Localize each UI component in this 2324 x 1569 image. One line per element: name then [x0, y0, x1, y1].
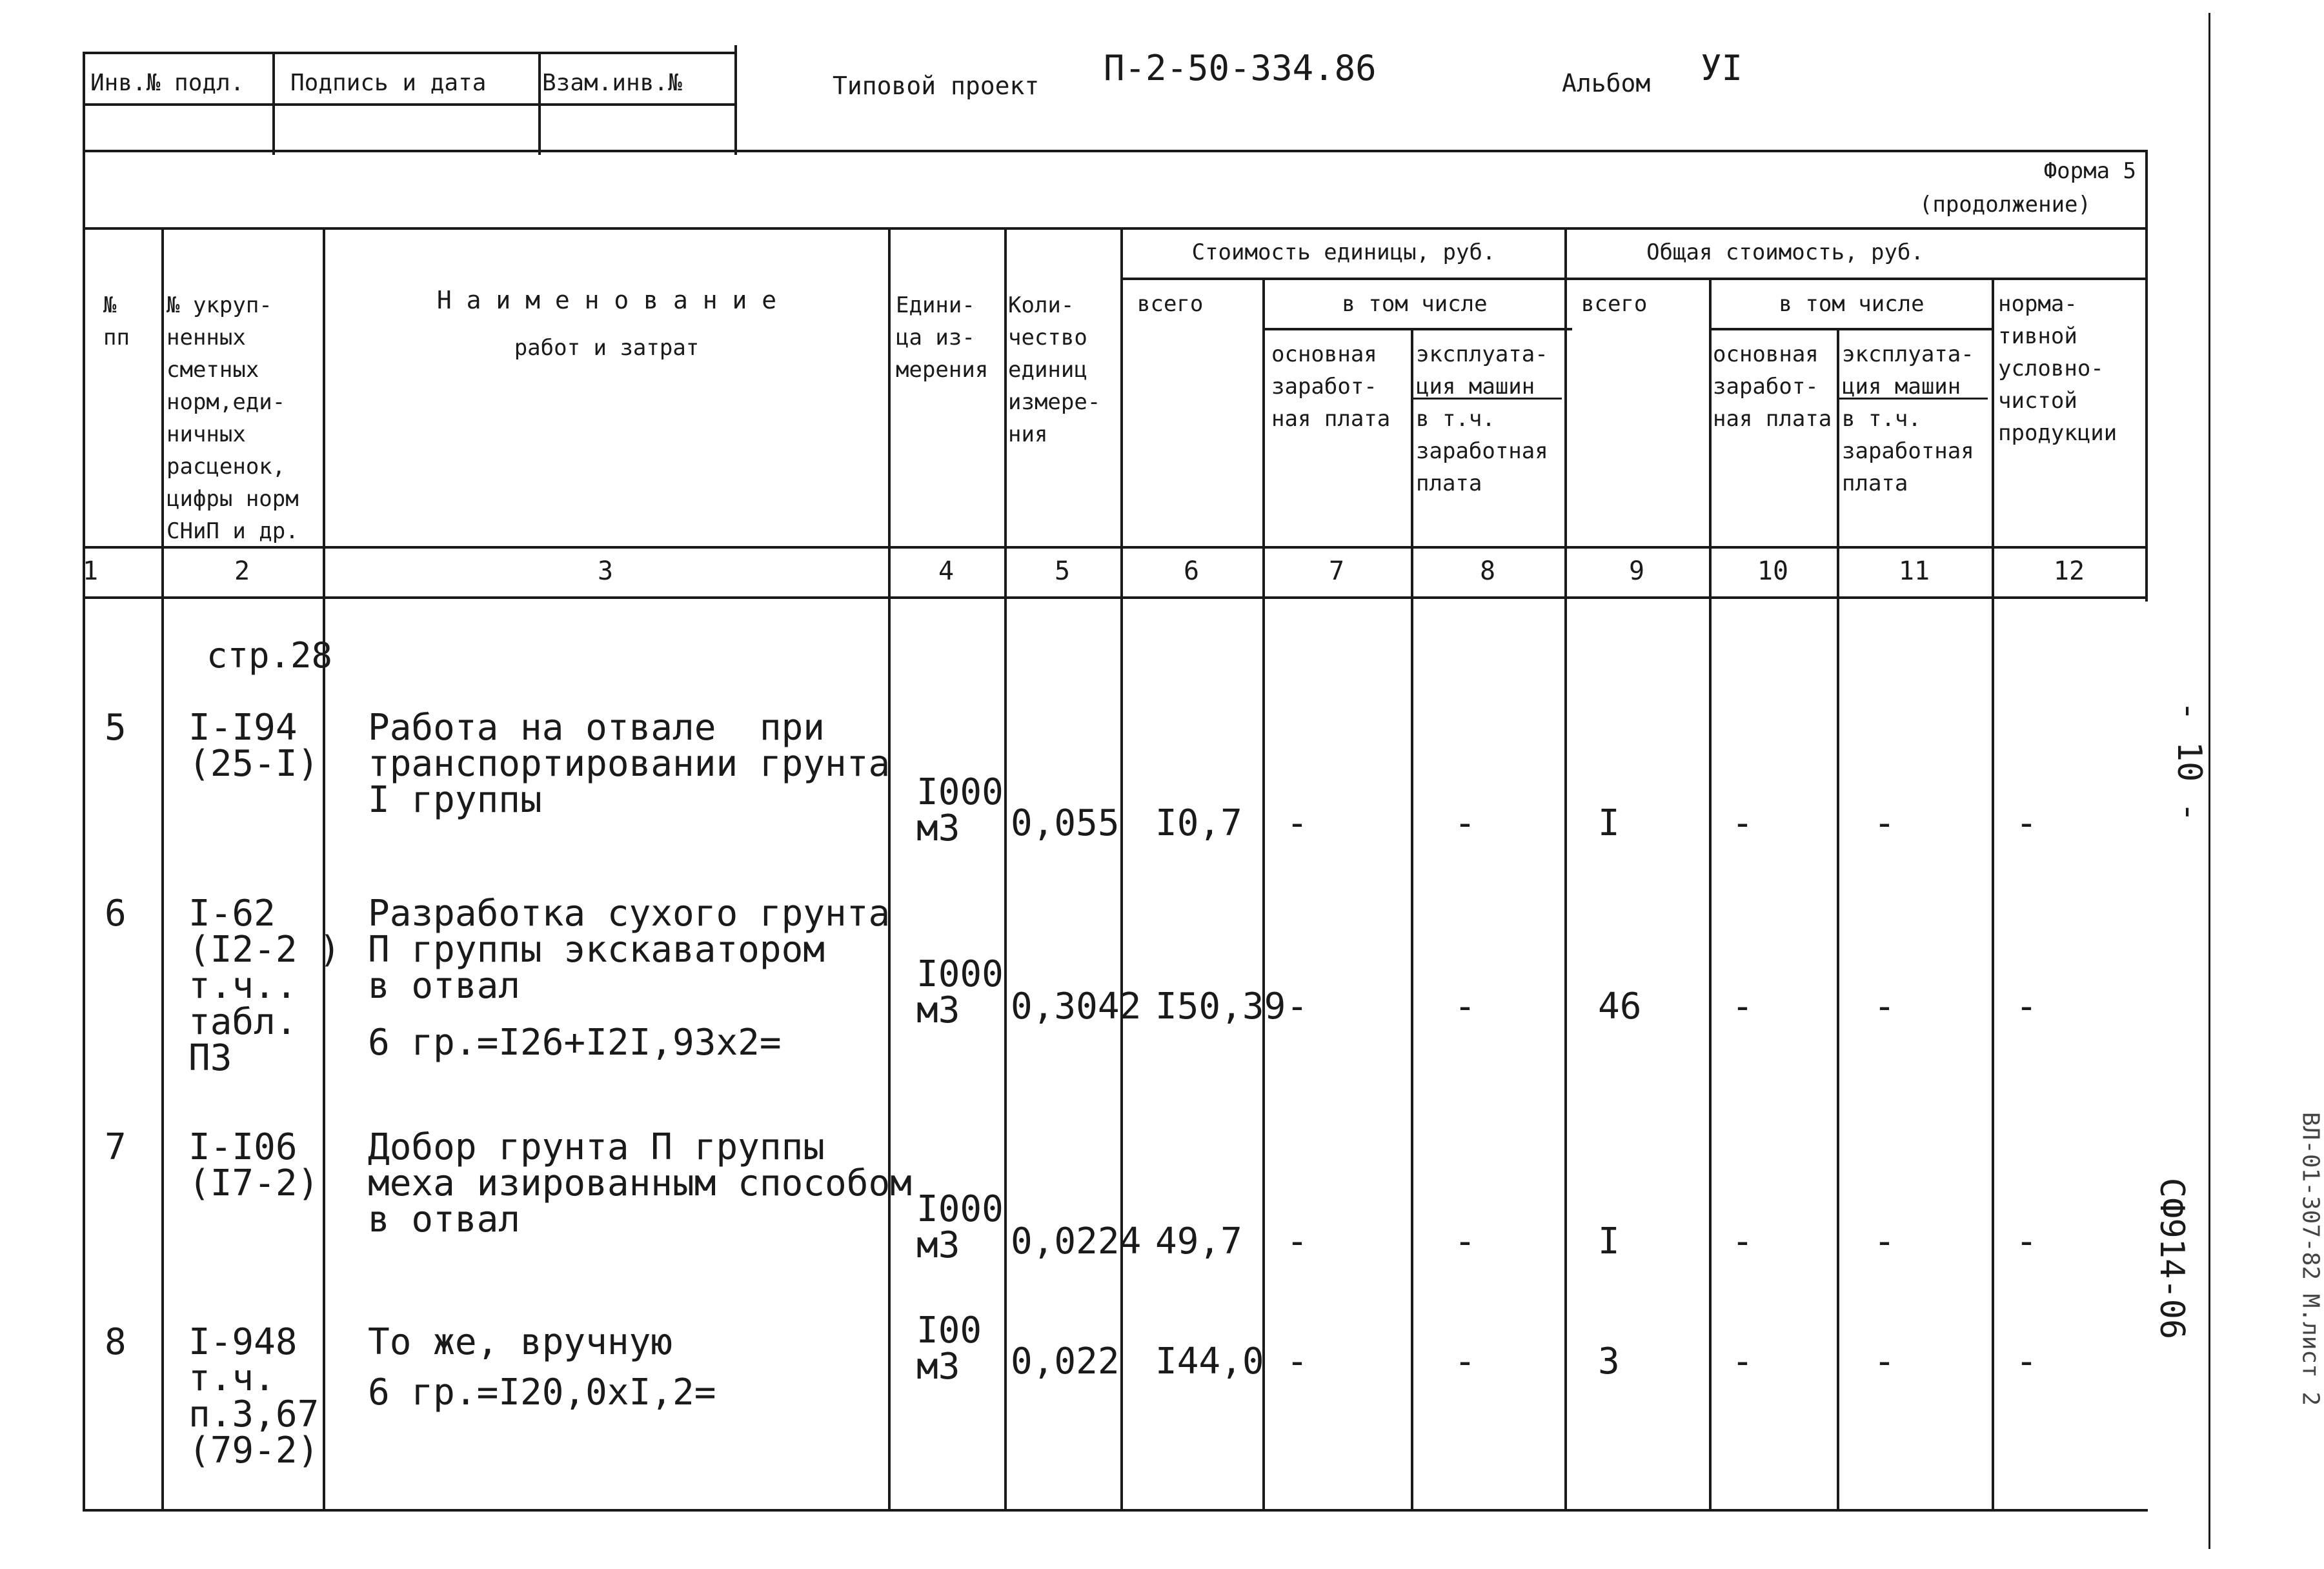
row-num: 6 — [105, 893, 126, 935]
row-num: 5 — [105, 707, 126, 749]
col-header-unit-wage: основная заработ- ная плата — [1271, 341, 1391, 432]
stamp-vzam-inv: Взам.инв.№ — [542, 70, 682, 96]
row-normative: - — [2016, 1341, 2037, 1382]
col-header-name-sub: работ и затрат — [514, 335, 700, 361]
row-total: I — [1598, 802, 1620, 844]
project-code: П-2-50-334.86 — [1104, 48, 1377, 88]
row-note: 6 гр.=I20,0xI,2= — [368, 1372, 716, 1413]
col-number: 10 — [1757, 556, 1789, 586]
col-header-normative: норма- тивной условно- чистой продукции — [1998, 291, 2117, 446]
col-number: 1 — [82, 556, 99, 586]
col-number: 6 — [1183, 556, 1200, 586]
row-norm: I-I94 (25-I) — [188, 707, 319, 785]
row-norm: I-62 (I2-2 ) т.ч.. табл. П3 — [188, 893, 341, 1079]
col-number: 3 — [597, 556, 614, 586]
row-normative: - — [2016, 1220, 2037, 1262]
row-total-mach: - — [1874, 986, 1895, 1027]
col-header-total-incl: в том числе — [1779, 291, 1925, 317]
col-number: 7 — [1328, 556, 1345, 586]
row-total-mach: - — [1874, 1341, 1895, 1382]
col-number: 2 — [234, 556, 250, 586]
row-num: 7 — [105, 1126, 126, 1168]
row-total: 3 — [1598, 1341, 1620, 1382]
row-total: 46 — [1598, 986, 1642, 1027]
side-sheet-ref: ВЛ-01-307-82 М.лист 2 — [2297, 1111, 2324, 1406]
tipovoy-label: Типовой проект — [833, 72, 1040, 100]
col-number: 4 — [938, 556, 955, 586]
row-unit-total: I44,0 — [1155, 1341, 1264, 1382]
row-total-wage: - — [1732, 802, 1753, 844]
col-number: 5 — [1054, 556, 1071, 586]
row-qty: 0,0224 — [1011, 1220, 1142, 1262]
col-header-unit-mach: эксплуата- ция машин в т.ч. заработная плата — [1416, 341, 1548, 496]
col-header-total: всего — [1581, 291, 1648, 317]
form-title: Форма 5 — [2043, 158, 2136, 184]
col-header-num: № пп — [103, 292, 130, 350]
row-total-wage: - — [1732, 1220, 1753, 1262]
col-number: 12 — [2053, 556, 2085, 586]
col-number: 11 — [1898, 556, 1930, 586]
row-unit-mach: - — [1454, 1220, 1476, 1262]
row-note: 6 гр.=I26+I2I,93x2= — [368, 1022, 782, 1064]
row-total-mach: - — [1874, 802, 1895, 844]
form-subtitle: (продолжение) — [1919, 192, 2091, 218]
page-ref: стр.28 — [207, 635, 333, 676]
row-unit-wage: - — [1286, 986, 1308, 1027]
col-header-name-title: Н а и м е н о в а н и е — [436, 286, 777, 314]
col-header-total-wage: основная заработ- ная плата — [1713, 341, 1832, 432]
row-name: Работа на отвале при транспортировании грунта I группы — [368, 707, 891, 821]
row-unit-total: I50,39 — [1155, 986, 1286, 1027]
row-unit: I00 м3 — [916, 1310, 982, 1388]
row-qty: 0,3042 — [1011, 986, 1142, 1027]
row-unit-wage: - — [1286, 1341, 1308, 1382]
col-group-unit-cost: Стоимость единицы, руб. — [1191, 239, 1496, 265]
col-header-qty: Коли- чество единиц измере- ния — [1008, 292, 1101, 447]
col-header-norm: № укруп- ненных сметных норм,еди- ничных расценок, цифры норм СНиП и др. — [167, 292, 299, 544]
col-header-unit-total: всего — [1137, 291, 1204, 317]
side-code: СФ914-06 — [2152, 1177, 2191, 1340]
album-number: УI — [1701, 48, 1743, 88]
col-header-unit-incl: в том числе — [1342, 291, 1488, 317]
row-normative: - — [2016, 802, 2037, 844]
row-num: 8 — [105, 1321, 126, 1363]
row-unit-mach: - — [1454, 1341, 1476, 1382]
col-header-unit: Едини- ца из- мерения — [896, 292, 989, 383]
row-unit-mach: - — [1454, 802, 1476, 844]
col-group-total-cost: Общая стоимость, руб. — [1646, 239, 1924, 265]
row-total-mach: - — [1874, 1220, 1895, 1262]
page-number: - 10 - — [2170, 701, 2208, 822]
col-number: 8 — [1479, 556, 1496, 586]
col-header-total-mach: эксплуата- ция машин в т.ч. заработная плата — [1842, 341, 1974, 496]
col-number: 9 — [1628, 556, 1645, 586]
row-unit-total: 49,7 — [1155, 1220, 1242, 1262]
row-qty: 0,055 — [1011, 802, 1120, 844]
row-name: То же, вручную — [368, 1321, 673, 1363]
row-unit-wage: - — [1286, 802, 1308, 844]
row-unit-mach: - — [1454, 986, 1476, 1027]
row-name: Добор грунта П группы меха изированным способом в отвал — [368, 1126, 912, 1240]
row-normative: - — [2016, 986, 2037, 1027]
row-unit: I000 м3 — [916, 771, 1004, 849]
row-name: Разработка сухого грунта П группы экскаватором в отвал — [368, 893, 891, 1007]
row-qty: 0,022 — [1011, 1341, 1120, 1382]
album-label: Альбом — [1562, 69, 1651, 97]
row-unit-wage: - — [1286, 1220, 1308, 1262]
stamp-podpis-data: Подпись и дата — [290, 70, 487, 96]
row-norm: I-948 т.ч. п.3,67 (79-2) — [188, 1321, 319, 1472]
row-norm: I-I06 (I7-2) — [188, 1126, 319, 1204]
row-total-wage: - — [1732, 1341, 1753, 1382]
row-total: I — [1598, 1220, 1620, 1262]
row-unit-total: I0,7 — [1155, 802, 1242, 844]
stamp-inv-podl: Инв.№ подл. — [90, 70, 245, 96]
row-total-wage: - — [1732, 986, 1753, 1027]
row-unit: I000 м3 — [916, 1188, 1004, 1266]
row-unit: I000 м3 — [916, 953, 1004, 1031]
